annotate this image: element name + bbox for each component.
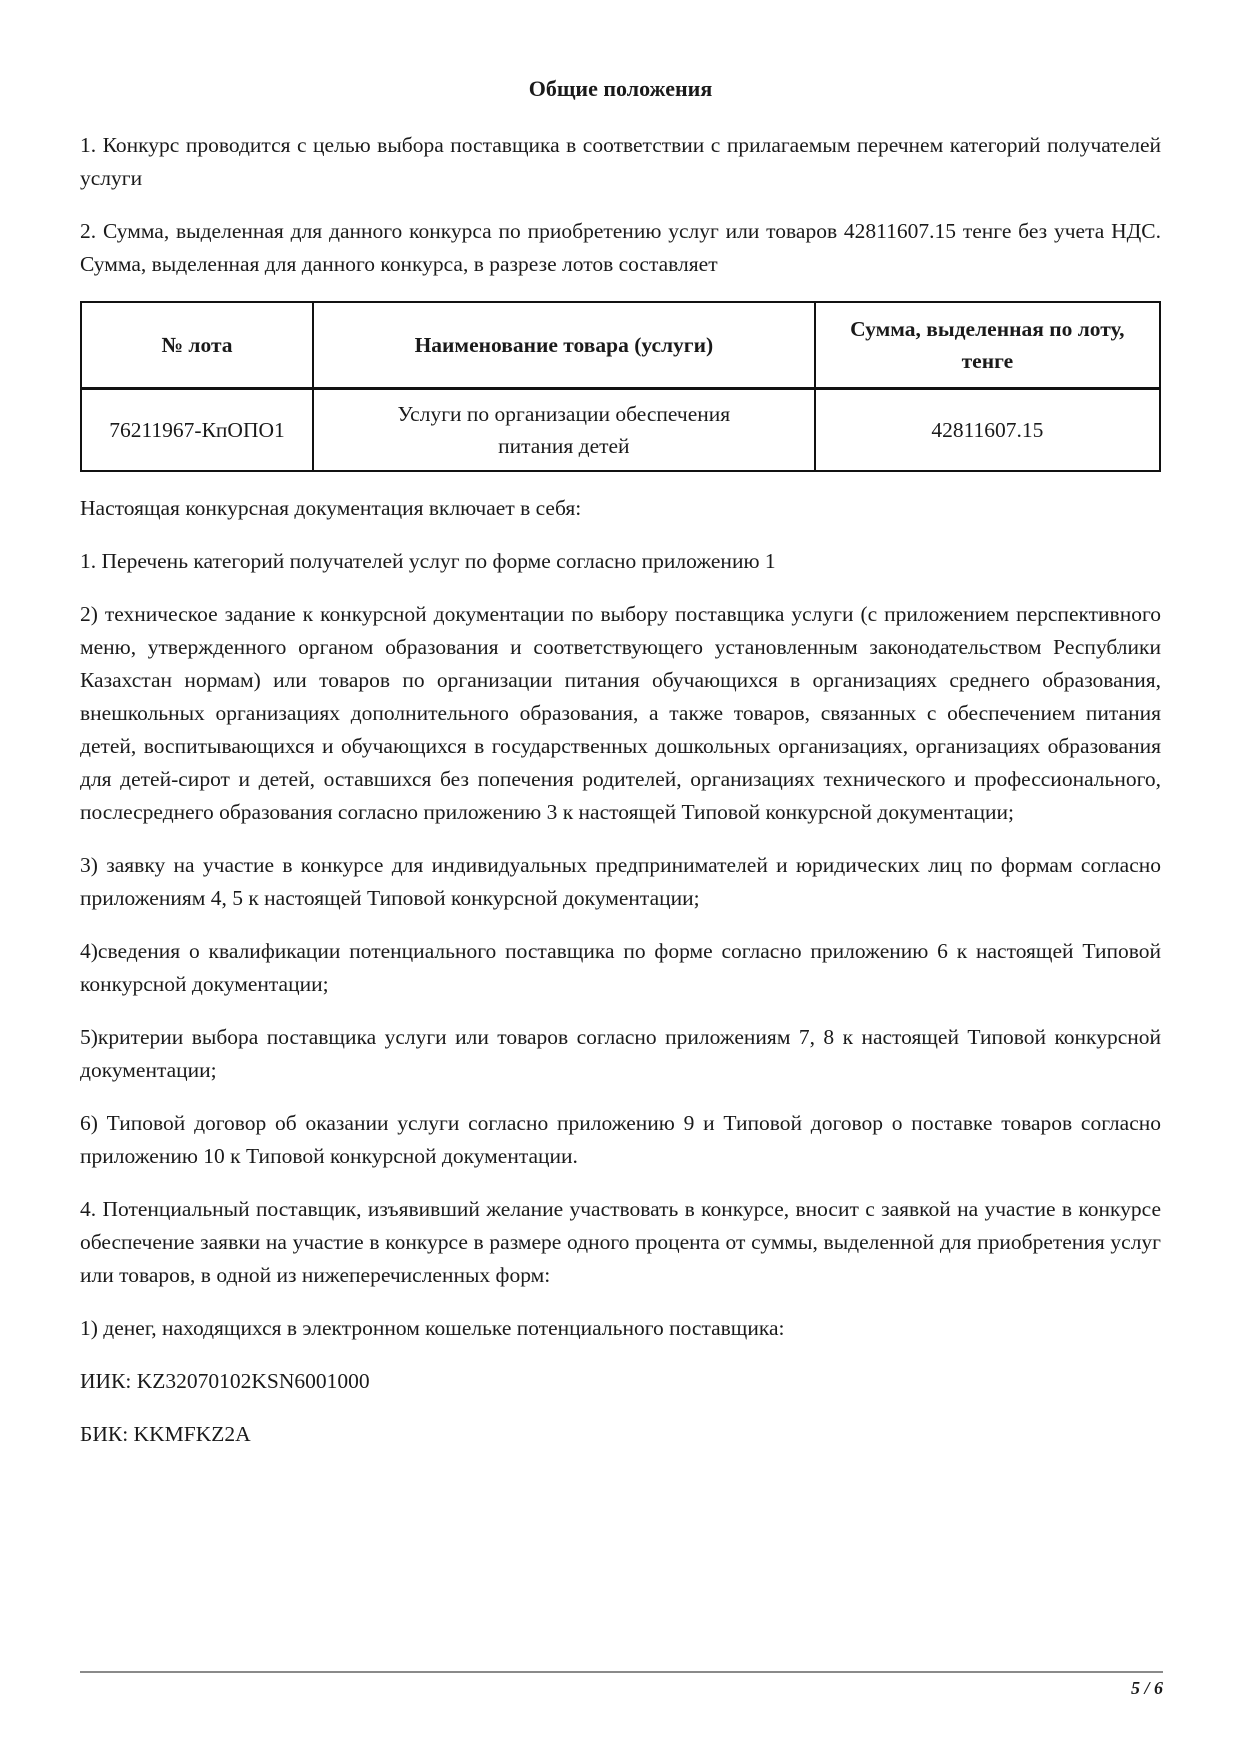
paragraph-intro: Настоящая конкурсная документация включает в себя: xyxy=(80,496,582,520)
paragraph-1: 1. Конкурс проводится с целью выбора поставщика в соответствии с прилагаемым перечнем категорий получателей услуги xyxy=(80,133,1161,190)
lots-table-header xyxy=(81,302,1160,389)
list-item-1: 1. Перечень категорий получателей услуг по форме согласно приложению 1 xyxy=(80,549,776,573)
list-item-3: 3) заявку на участие в конкурсе для индивидуальных предпринимателей и юридических лиц по формам согласно приложениям 4, 5 к настоящей Типовой конкурсной документации; xyxy=(80,853,1161,910)
page-title: Общие положения xyxy=(528,76,713,101)
paragraph-form-1: 1) денег, находящихся в электронном кошельке потенциального поставщика: xyxy=(80,1316,785,1340)
cell-amount: 42811607.15 xyxy=(815,389,1160,472)
cell-item-name: Услуги по организации обеспечения питания детей xyxy=(313,389,815,472)
page-footer xyxy=(80,1671,1163,1699)
lots-table-body xyxy=(81,389,1160,472)
header-item-name: Наименование товара (услуги) xyxy=(313,302,815,389)
bik-value: БИК: KKMFKZ2A xyxy=(80,1422,251,1446)
header-amount: Сумма, выделенная по лоту, тенге xyxy=(815,302,1160,389)
iik-value: ИИК: KZ32070102KSN6001000 xyxy=(80,1369,370,1393)
list-item-4: 4)сведения о квалификации потенциального поставщика по форме согласно приложению 6 к настоящей Типовой конкурсной документации; xyxy=(80,939,1161,996)
page-number: 5 / 6 xyxy=(1130,1678,1163,1698)
list-item-2: 2) техническое задание к конкурсной документации по выбору поставщика услуги (с приложением перспективного меню, утвержденного органом образования и соответствующего установленным законодательством Республики Казахстан нормам) или товаров по организации питания обучающихся в организациях среднего образования, внешкольных организациях дополнительного образования, а также товаров, связанных с обеспечением питания детей, воспитывающихся и обучающихся в государственных дошкольных организациях, организациях образования для детей-сирот и детей, оставшихся без попечения родителей, организациях технического и профессионального, послесреднего образования согласно приложению 3 к настоящей Типовой конкурсной документации; xyxy=(80,602,1161,824)
cell-lot-number: 76211967-КпОПО1 xyxy=(81,389,313,472)
paragraph-2: 2. Сумма, выделенная для данного конкурса по приобретению услуг или товаров 42811607.15 тенге без учета НДС. Сумма, выделенная для данного конкурса, в разрезе лотов составляет xyxy=(80,219,1161,276)
list-item-6: 6) Типовой договор об оказании услуги согласно приложению 9 и Типовой договор о поставке товаров согласно приложению 10 к Типовой конкурсной документации. xyxy=(80,1111,1161,1168)
table-header-row xyxy=(81,302,1160,389)
paragraph-4: 4. Потенциальный поставщик, изъявивший желание участвовать в конкурсе, вносит с заявкой на участие в конкурсе обеспечение заявки на участие в конкурсе в размере одного процента от суммы, выделенной для приобретения услуг или товаров, в одной из нижеперечисленных форм: xyxy=(80,1197,1161,1287)
header-lot-number: № лота xyxy=(81,302,313,389)
table-row xyxy=(81,389,1160,472)
lots-table xyxy=(80,301,1161,472)
list-item-5: 5)критерии выбора поставщика услуги или товаров согласно приложениям 7, 8 к настоящей Типовой конкурсной документации; xyxy=(80,1025,1161,1082)
